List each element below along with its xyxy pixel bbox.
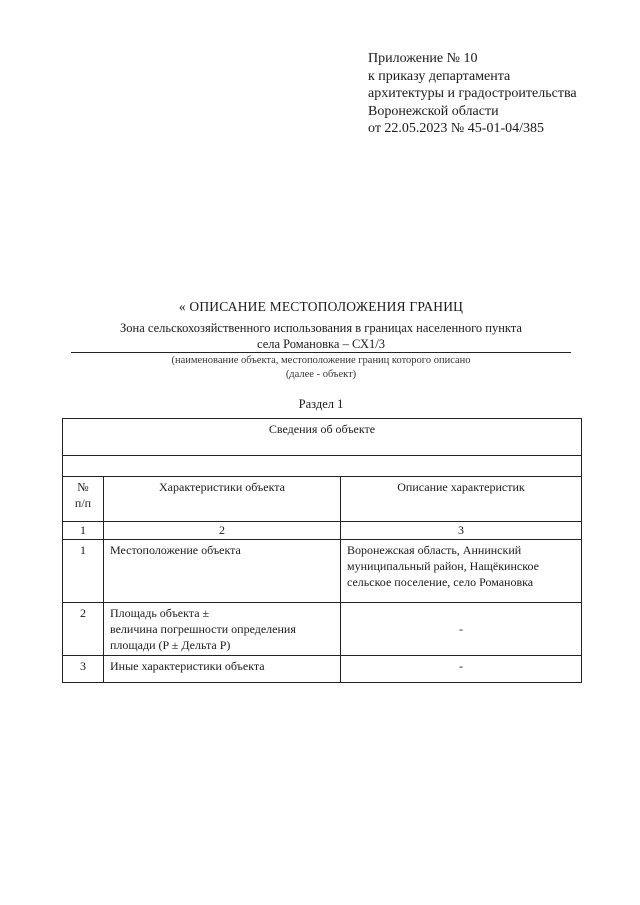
row-characteristic bbox=[104, 656, 341, 683]
table-row bbox=[63, 603, 582, 656]
object-name-caption bbox=[71, 354, 571, 382]
row-description-line: муниципальный район, Нащёкинское bbox=[347, 559, 539, 573]
table-spacer-cell bbox=[63, 456, 582, 477]
row-description bbox=[341, 540, 582, 603]
column-index: 3 bbox=[341, 522, 582, 540]
row-description bbox=[341, 603, 582, 656]
row-description-line: - bbox=[459, 659, 463, 673]
row-characteristic-line: Иные характеристики объекта bbox=[110, 659, 265, 673]
caption-line: (далее - объект) bbox=[285, 369, 357, 380]
column-index: 2 bbox=[104, 522, 341, 540]
table-heading: Сведения об объекте bbox=[63, 419, 582, 456]
object-info-table bbox=[62, 418, 582, 683]
row-number: 3 bbox=[63, 656, 104, 683]
column-header-characteristic: Характеристики объекта bbox=[104, 477, 341, 522]
appendix-line: архитектуры и градостроительства bbox=[368, 86, 577, 101]
row-characteristic bbox=[104, 540, 341, 603]
caption-line: (наименование объекта, местоположение границ которого описано bbox=[171, 355, 471, 366]
row-characteristic-line: величина погрешности определения bbox=[110, 622, 296, 636]
table-column-index-row bbox=[63, 522, 582, 540]
column-header-num bbox=[63, 477, 104, 522]
section-label: Раздел 1 bbox=[298, 397, 344, 411]
table-column-header-row bbox=[63, 477, 582, 522]
row-number: 1 bbox=[63, 540, 104, 603]
row-characteristic bbox=[104, 603, 341, 656]
table-heading-row bbox=[63, 419, 582, 456]
object-name-line: села Романовка – СХ1/3 bbox=[257, 337, 385, 351]
row-description-line: сельское поселение, село Романовка bbox=[347, 575, 534, 589]
table-row bbox=[63, 656, 582, 683]
column-header-num-line: п/п bbox=[74, 496, 92, 510]
document-title: « ОПИСАНИЕ МЕСТОПОЛОЖЕНИЯ ГРАНИЦ bbox=[178, 299, 464, 314]
row-description bbox=[341, 656, 582, 683]
appendix-line: от 22.05.2023 № 45-01-04/385 bbox=[368, 121, 545, 136]
row-characteristic-line: Местоположение объекта bbox=[110, 543, 241, 557]
appendix-line: к приказу департамента bbox=[368, 68, 511, 84]
row-description-line: - bbox=[459, 622, 463, 636]
row-characteristic-line: Площадь объекта ± bbox=[110, 606, 210, 620]
underline-rule bbox=[71, 352, 571, 353]
object-name-line: Зона сельскохозяйственного использования в границах населенного пункта bbox=[120, 321, 522, 335]
appendix-line: Приложение № 10 bbox=[368, 51, 478, 66]
object-name bbox=[71, 320, 571, 352]
appendix-line: Воронежской области bbox=[368, 103, 499, 119]
row-description-line: Воронежская область, Аннинский bbox=[347, 543, 522, 557]
table-spacer-row bbox=[63, 456, 582, 477]
row-characteristic-line: площади (P ± Дельта P) bbox=[110, 638, 231, 652]
row-number: 2 bbox=[63, 603, 104, 656]
column-header-num-line: № bbox=[77, 480, 89, 494]
column-header-description: Описание характеристик bbox=[341, 477, 582, 522]
column-index: 1 bbox=[63, 522, 104, 540]
table-row bbox=[63, 540, 582, 603]
appendix-block bbox=[368, 50, 577, 138]
